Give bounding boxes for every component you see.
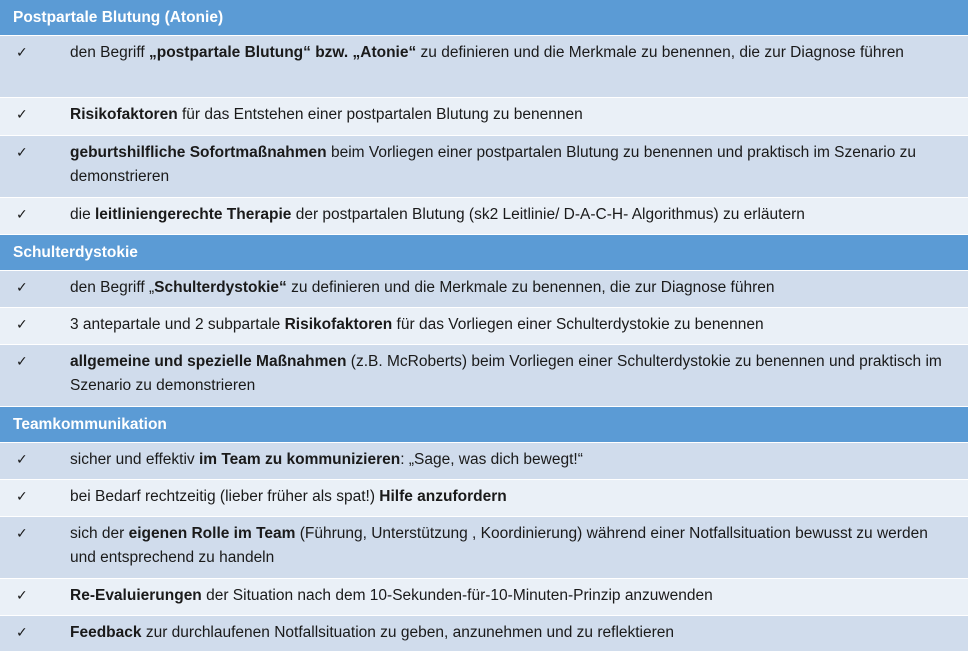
objective-text-bold: leitliniengerechte Therapie <box>95 206 292 223</box>
objective-row <box>0 98 968 136</box>
objective-text-part: sicher und effektiv <box>70 451 199 468</box>
objective-text-part: für das Vorliegen einer Schulterdystokie zu benennen <box>392 316 764 333</box>
objective-text <box>70 448 968 474</box>
checkmark-icon: ✓ <box>16 526 28 542</box>
objective-text-part: zu definieren und die Merkmale zu benennen, die zur Diagnose führen <box>416 44 904 61</box>
objective-text <box>70 141 968 192</box>
objective-row <box>0 517 968 579</box>
objective-text <box>70 621 968 646</box>
objective-text-part: (z.B. McRoberts) beim Vorliegen einer Schulterdystokie zu benennen und praktisch im Szenario zu demonstrieren <box>70 353 942 394</box>
objective-row <box>0 36 968 98</box>
objective-text-bold: Risikofaktoren <box>70 106 178 123</box>
objective-text-bold: Hilfe anzufordern <box>379 488 507 505</box>
objective-text <box>70 276 968 302</box>
objective-text-bold: Feedback <box>70 624 142 641</box>
objective-text-part: der Situation nach dem 10-Sekunden-für-10-Minuten-Prinzip anzuwenden <box>201 587 713 604</box>
checkmark-icon: ✓ <box>16 280 28 296</box>
objective-text-bold: eigenen Rolle im Team <box>128 525 296 542</box>
checkmark-icon: ✓ <box>16 354 28 370</box>
objective-row <box>0 136 968 198</box>
objective-text-part: bei Bedarf rechtzeitig (lieber früher als spat!) <box>70 488 380 505</box>
objective-text-bold: geburtshilfliche Sofortmaßnahmen <box>70 144 327 161</box>
section-header: Teamkommunikation <box>0 407 968 443</box>
objective-row <box>0 480 968 517</box>
objective-text <box>70 584 968 610</box>
checkmark-icon: ✓ <box>16 207 28 223</box>
objective-text <box>70 522 968 573</box>
checkmark-icon: ✓ <box>16 145 28 161</box>
objective-text <box>70 103 968 130</box>
checkmark-icon: ✓ <box>16 45 28 61</box>
objective-row <box>0 198 968 235</box>
objective-row <box>0 308 968 345</box>
objective-text-bold: allgemeine und spezielle Maßnahmen <box>70 353 347 370</box>
objective-text-bold: Re-Evaluierungen <box>70 587 202 604</box>
checkmark-icon: ✓ <box>16 625 28 641</box>
objective-text <box>70 41 968 92</box>
objective-text-part: : „Sage, was dich bewegt!“ <box>400 451 583 468</box>
objective-row <box>0 345 968 407</box>
objective-text-part: für das Entstehen einer postpartalen Blutung zu benennen <box>177 106 583 123</box>
objective-text-part: beim Vorliegen einer postpartalen Blutung zu benennen und praktisch im Szenario zu demonstrieren <box>70 144 917 185</box>
objective-row <box>0 271 968 308</box>
objective-text <box>70 203 968 229</box>
objective-text-bold: Risikofaktoren <box>284 316 393 333</box>
objective-text-part: sich der <box>70 525 129 542</box>
objective-text <box>70 350 968 401</box>
objective-row <box>0 443 968 480</box>
checkmark-icon: ✓ <box>16 317 28 333</box>
objective-row <box>0 579 968 616</box>
objective-text <box>70 313 968 339</box>
objective-text-part: zur durchlaufenen Notfallsituation zu geben, anzunehmen und zu reflektieren <box>141 624 675 641</box>
objective-text-part: 3 antepartale und 2 subpartale <box>70 316 285 333</box>
objective-text-part: den Begriff <box>70 44 149 61</box>
section-header: Schulterdystokie <box>0 235 968 271</box>
objective-text-part: die <box>70 206 95 223</box>
objective-text-part: zu definieren und die Merkmale zu benennen, die zur Diagnose führen <box>286 279 775 296</box>
checkmark-icon: ✓ <box>16 107 28 123</box>
objective-text-part: der postpartalen Blutung (sk2 Leitlinie/ D-A-C-H- Algorithmus) zu erläutern <box>291 206 805 223</box>
objective-text-part: den Begriff „ <box>70 279 155 296</box>
objective-text-bold: „postpartale Blutung“ bzw. „Atonie“ <box>149 44 417 61</box>
checkmark-icon: ✓ <box>16 588 28 604</box>
objective-text-bold: Schulterdystokie“ <box>154 279 287 296</box>
objective-text-bold: im Team zu kommunizieren <box>198 451 401 468</box>
section-header: Postpartale Blutung (Atonie) <box>0 0 968 36</box>
checkmark-icon: ✓ <box>16 452 28 468</box>
checkmark-icon: ✓ <box>16 489 28 505</box>
objective-row <box>0 616 968 652</box>
objective-text-part: (Führung, Unterstützung , Koordinierung) während einer Notfallsituation bewusst zu werden und entsprechend zu handeln <box>70 525 928 566</box>
objective-text <box>70 485 968 511</box>
